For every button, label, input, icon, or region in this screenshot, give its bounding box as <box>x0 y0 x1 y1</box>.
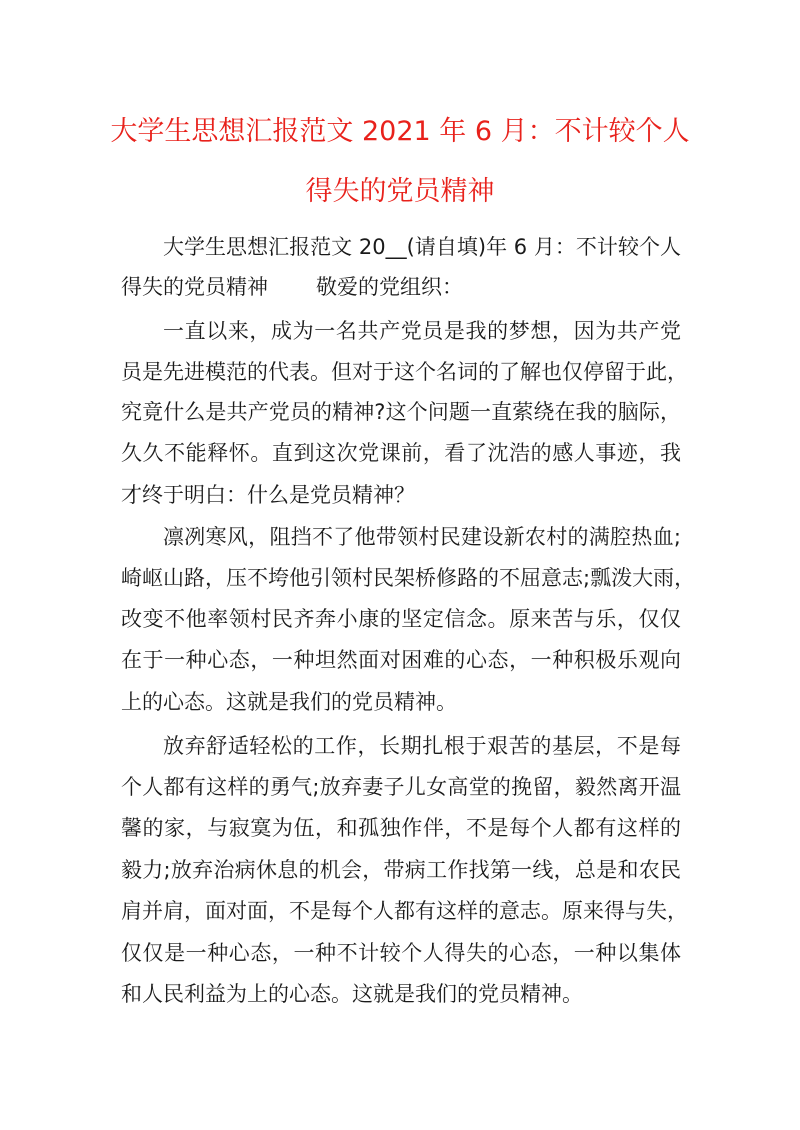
intro-line-2-part-a: 得失的党员精神 <box>121 275 268 299</box>
paragraph-2-line-3: 改变不他率领村民齐奔小康的坚定信念。原来苦与乐，仅仅 <box>121 607 681 631</box>
paragraph-1-line-2: 员是先进模范的代表。但对于这个名词的了解也仅停留于此， <box>121 360 688 384</box>
paragraph-3-line-3: 馨的家，与寂寞为伍，和孤独作伴，不是每个人都有这样的 <box>121 816 681 840</box>
paragraph-3-line-6: 仅仅是一种心态，一种不计较个人得失的心态，一种以集体 <box>121 941 681 965</box>
paragraph-1-line-3: 究竟什么是共产党员的精神?这个问题一直萦绕在我的脑际， <box>121 400 681 424</box>
intro-line-1: 大学生思想汇报范文 20__(请自填)年 6 月：不计较个人 <box>163 235 681 259</box>
paragraph-3-line-1: 放弃舒适轻松的工作，长期扎根于艰苦的基层，不是每 <box>163 734 681 758</box>
paragraph-2-line-5: 上的心态。这就是我们的党员精神。 <box>121 690 457 714</box>
paragraph-3-line-7: 和人民利益为上的心态。这就是我们的党员精神。 <box>121 982 583 1006</box>
paragraph-3-line-2: 个人都有这样的勇气;放弃妻子儿女高堂的挽留，毅然离开温 <box>121 775 681 799</box>
paragraph-1-line-5: 才终于明白：什么是党员精神？ <box>121 483 415 507</box>
paragraph-1-line-1: 一直以来，成为一名共产党员是我的梦想，因为共产党 <box>163 319 681 343</box>
paragraph-2-line-4: 在于一种心态，一种坦然面对困难的心态，一种积极乐观向 <box>121 648 681 672</box>
paragraph-2-line-2: 崎岖山路，压不垮他引领村民架桥修路的不屈意志;瓢泼大雨， <box>121 566 696 590</box>
paragraph-3-line-4: 毅力;放弃治病休息的机会，带病工作找第一线，总是和农民 <box>121 858 681 882</box>
document-title-line-2: 得失的党员精神 <box>305 176 495 207</box>
salutation: 敬爱的党组织： <box>316 275 463 299</box>
intro-line-2 <box>121 272 681 302</box>
paragraph-1-line-4: 久久不能释怀。直到这次党课前，看了沈浩的感人事迹，我 <box>121 441 681 465</box>
paragraph-3-line-5: 肩并肩，面对面，不是每个人都有这样的意志。原来得与失， <box>121 899 688 923</box>
document-title-line-1: 大学生思想汇报范文 2021 年 6 月：不计较个人 <box>110 116 690 147</box>
paragraph-2-line-1: 凛冽寒风，阻挡不了他带领村民建设新农村的满腔热血; <box>163 525 681 549</box>
